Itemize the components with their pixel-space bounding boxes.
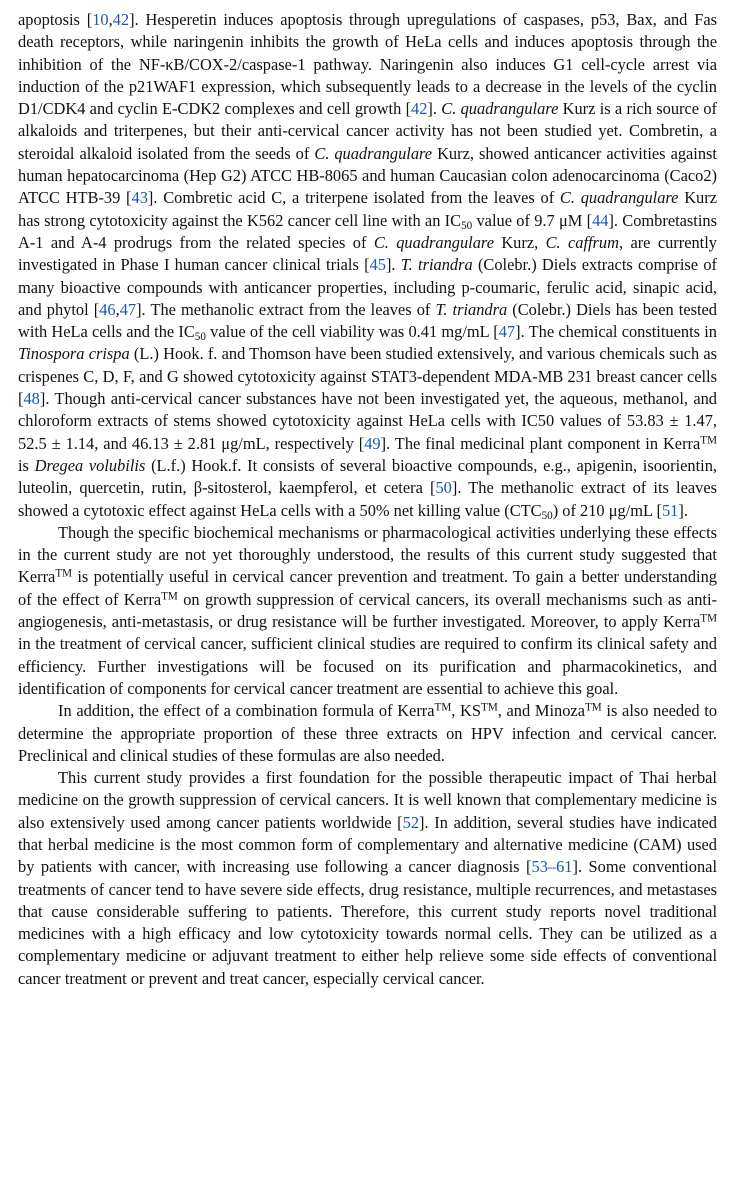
citation-link[interactable]: 47 — [119, 299, 137, 319]
text-run: , KS — [451, 701, 482, 721]
citation-link[interactable]: 49 — [364, 433, 381, 453]
citation-link[interactable]: 51 — [661, 500, 679, 520]
citation-link[interactable]: 53–61 — [531, 857, 573, 877]
text-run: ) of 210 μg/mL [ — [552, 500, 662, 520]
superscript: TM — [481, 701, 498, 714]
text-run: (Colebr.) Diels has been tested with HeLa cells and the IC — [18, 299, 717, 342]
text-run: Kurz, showed anticancer activities against human hepatocarcinoma (Hep G2) ATCC HB-8065 and human Caucasian colon adenocarcinoma (Caco2) ATCC HTB-39 [ — [18, 143, 717, 208]
citation-link[interactable]: 45 — [369, 255, 386, 275]
text-run: ]. — [385, 255, 401, 275]
italic-term: T. triandra — [435, 299, 508, 319]
text-run: ]. The final medicinal plant component in Kerra — [380, 433, 701, 453]
text-run: ]. — [678, 500, 688, 520]
superscript: TM — [700, 434, 717, 447]
subscript: 50 — [194, 331, 206, 344]
text-run: apoptosis [ — [18, 10, 93, 29]
text-run: is also needed to determine the appropriate proportion of these three extracts on HPV infection and cervical cancer. Preclinical and clinical studies of these formulas are also needed. — [18, 701, 718, 765]
italic-term: T. triandra — [400, 255, 473, 275]
text-run: , — [115, 299, 120, 319]
text-run: ]. Though anti-cervical cancer substances have not been investigated yet, the aqueous, methanol, and chloroform extracts of stems showed cytotoxicity against HeLa cells with IC50 values of 53.83 ± 1.47, 52.5 ± 1.14, and 46.13 ± 2.81 μg/mL, respectively [ — [18, 389, 717, 453]
superscript: TM — [584, 701, 602, 714]
citation-link[interactable]: 48 — [23, 389, 40, 409]
paragraph-1 — [18, 9, 717, 522]
text-run: (L.f.) Hook.f. It consists of several bioactive compounds, e.g., apigenin, isoorientin, luteolin, quercetin, rutin, β-sitosterol, kaempferol, et cetera [ — [18, 455, 718, 498]
citation-link[interactable]: 42 — [411, 99, 428, 119]
text-run: is potentially useful in cervical cancer prevention and treatment. To gain a better understanding of the effect of Kerra — [18, 567, 717, 609]
superscript: TM — [700, 612, 717, 625]
citation-link[interactable]: 44 — [592, 210, 609, 230]
text-run: In addition, the effect of a combination formula of Kerra — [58, 701, 435, 721]
paragraph-3 — [18, 700, 717, 767]
citation-link[interactable]: 10 — [92, 10, 109, 29]
text-run: This current study provides a first foundation for the possible therapeutic impact of Thai herbal medicine on the growth suppression of cervical cancers. It is well known that complementary medicine is also extensively used among cancer patients worldwide [ — [18, 768, 717, 832]
italic-term: Tinospora crispa — [18, 344, 130, 364]
italic-term: C. quadrangulare — [314, 143, 433, 163]
text-run: ]. Some conventional treatments of cancer tend to have severe side effects, drug resistance, multiple recurrences, and metastases that cause considerable suffering to patients. Therefore, this current study reports novel traditional medicines with a high efficacy and low cytotoxicity towards normal cells. They can be utilized as a complementary medicine or adjuvant treatment to either help relieve some side effects of conventional cancer treatment or prevent and treat cancer, especially cervical cancer. — [18, 857, 717, 988]
paragraph-4 — [18, 767, 717, 990]
citation-link[interactable]: 46 — [99, 299, 116, 319]
paragraph-2 — [18, 522, 717, 700]
citation-link[interactable]: 42 — [112, 10, 130, 29]
text-run: ]. Combretastins A-1 and A-4 prodrugs from the related species of — [18, 210, 717, 252]
text-run: ]. Hesperetin induces apoptosis through upregulations of caspases, p53, Bax, and Fas death receptors, while naringenin inhibits the growth of HeLa cells and induces apoptosis through the inhibition of the NF-κB/COX-2/caspase-1 pathway. Naringenin also induces G1 cell-cycle arrest via induction of the p21WAF1 expression, which subsequently leads to a decrease in the levels of the cyclin D1/CDK4 and cyclin E-CDK2 complexes and cell growth [ — [18, 10, 717, 119]
text-run: ]. The methanolic extract of its leaves showed a cytotoxic effect against HeLa cells with a 50% net killing value (CTC — [18, 478, 717, 520]
text-run: ]. In addition, several studies have indicated that herbal medicine is the most common form of complementary and alternative medicine (CAM) used by patients with cancer, with increasing use following a cancer diagnosis [ — [18, 812, 717, 877]
superscript: TM — [161, 590, 178, 603]
text-run: Kurz has strong cytotoxicity against the K562 cancer cell line with an IC — [18, 188, 717, 230]
text-run: (Colebr.) Diels extracts comprise of many bioactive compounds with anticancer properties, including p-coumaric, ferulic acid, sinapic acid, and phytol [ — [18, 255, 717, 319]
text-run: Kurz, — [493, 232, 546, 252]
text-run: ]. The chemical constituents in — [515, 322, 717, 342]
citation-link[interactable]: 47 — [498, 322, 516, 342]
italic-term: C. quadrangulare — [559, 188, 679, 208]
text-run: ]. — [427, 99, 442, 119]
text-run: ]. The methanolic extract from the leaves of — [136, 299, 436, 319]
text-run: in the treatment of cervical cancer, sufficient clinical studies are required to confirm its clinical safety and efficiency. Further investigations will be focused on its purification and pharmacokinetics, and identification of components for cervical cancer treatment are essential to achieve this goal. — [18, 634, 717, 698]
italic-term: C. caffrum — [545, 232, 619, 252]
text-run: , are currently investigated in Phase I human cancer clinical trials [ — [18, 232, 717, 275]
text-run: (L.) Hook. f. and Thomson have been studied extensively, and various chemicals such as crispenes C, D, F, and G showed cytotoxicity against STAT3-dependent MDA-MB 231 breast cancer cells [ — [18, 344, 718, 409]
superscript: TM — [55, 567, 73, 580]
text-run: Though the specific biochemical mechanisms or pharmacological activities underlying these effects in the current study are not yet thoroughly understood, the results of this current study suggested that Kerra — [18, 522, 717, 587]
superscript: TM — [434, 701, 452, 714]
text-run: value of the cell viability was 0.41 mg/mL [ — [205, 322, 499, 342]
subscript: 50 — [461, 219, 473, 232]
citation-link[interactable]: 50 — [435, 478, 452, 498]
citation-link[interactable]: 43 — [131, 188, 148, 208]
text-run: value of 9.7 μM [ — [472, 210, 593, 230]
text-run: , and Minoza — [497, 701, 585, 721]
text-run: is — [18, 455, 35, 475]
text-run: , — [108, 10, 113, 29]
text-run: ]. Combretic acid C, a triterpene isolated from the leaves of — [147, 188, 560, 208]
text-run: Kurz is a rich source of alkaloids and triterpenes, but their anti-cervical cancer activity has not been studied yet. Combretin, a steroidal alkaloid isolated from the seeds of — [18, 99, 717, 163]
citation-link[interactable]: 52 — [402, 812, 420, 832]
subscript: 50 — [541, 509, 553, 522]
italic-term: Dregea volubilis — [34, 455, 146, 475]
text-run: on growth suppression of cervical cancers, its overall mechanisms such as anti-angiogenesis, anti-metastasis, or drug resistance will be further investigated. Moreover, to apply Kerra — [18, 589, 717, 632]
italic-term: C. quadrangulare — [441, 99, 559, 119]
italic-term: C. quadrangulare — [373, 232, 494, 252]
